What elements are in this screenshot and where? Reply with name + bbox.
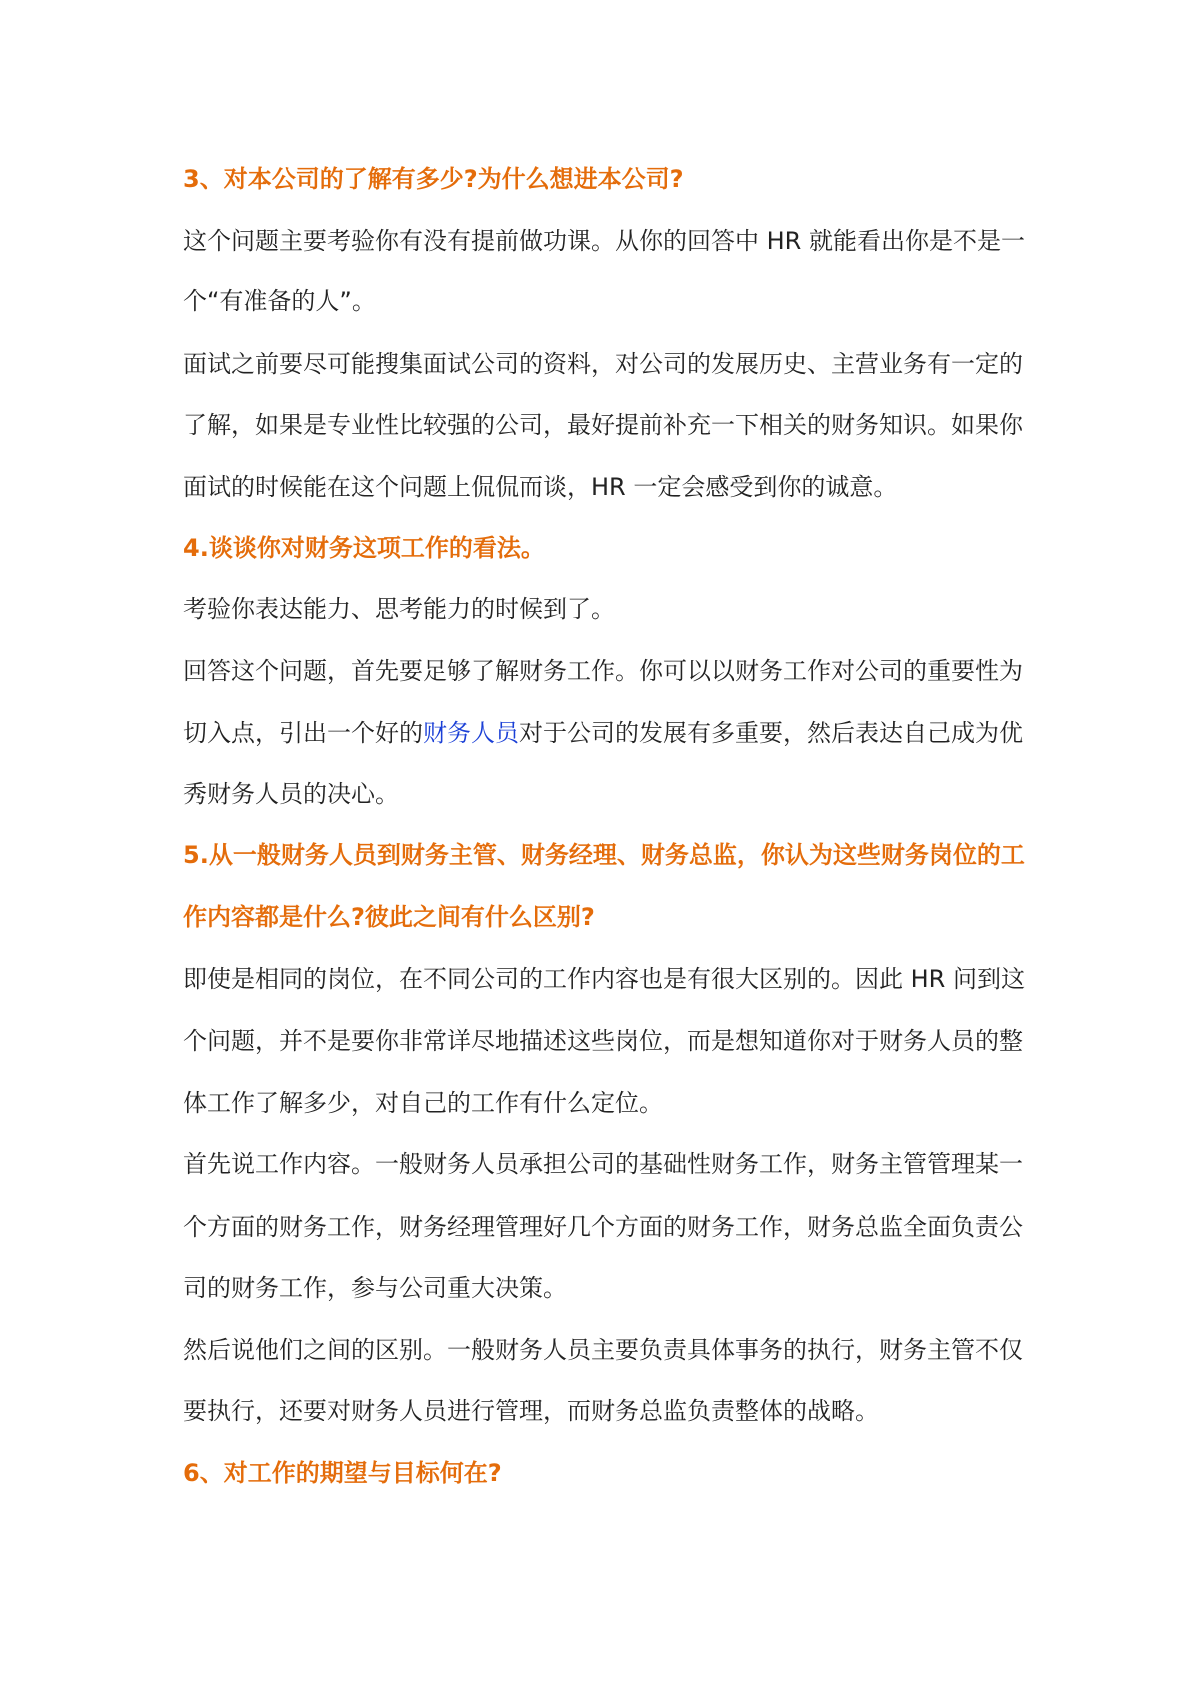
paragraph-line: 这个问题主要考验你有没有提前做功课。从你的回答中 HR 就能看出你是不是一 <box>183 227 1025 255</box>
text-segment: 对于公司的发展有多重要，然后表达自己成为优 <box>519 719 1023 747</box>
heading-question-4: 4.谈谈你对财务这项工作的看法。 <box>183 534 545 562</box>
paragraph-line: 秀财务人员的决心。 <box>183 780 399 808</box>
paragraph-line: 面试之前要尽可能搜集面试公司的资料，对公司的发展历史、主营业务有一定的 <box>183 350 1023 378</box>
heading-question-6: 6、对工作的期望与目标何在? <box>183 1459 502 1487</box>
paragraph-line: 要执行，还要对财务人员进行管理，而财务总监负责整体的战略。 <box>183 1397 879 1425</box>
paragraph-line: 了解，如果是专业性比较强的公司，最好提前补充一下相关的财务知识。如果你 <box>183 411 1023 439</box>
paragraph-line: 个方面的财务工作，财务经理管理好几个方面的财务工作，财务总监全面负责公 <box>183 1213 1023 1241</box>
paragraph-line: 司的财务工作，参与公司重大决策。 <box>183 1274 567 1302</box>
paragraph-line: 面试的时候能在这个问题上侃侃而谈，HR 一定会感受到你的诚意。 <box>183 473 898 501</box>
paragraph-line: 然后说他们之间的区别。一般财务人员主要负责具体事务的执行，财务主管不仅 <box>183 1336 1023 1364</box>
paragraph-line: 考验你表达能力、思考能力的时候到了。 <box>183 595 615 623</box>
text-segment: 切入点，引出一个好的 <box>183 719 423 747</box>
paragraph-line: 首先说工作内容。一般财务人员承担公司的基础性财务工作，财务主管管理某一 <box>183 1150 1023 1178</box>
paragraph-line: 个“有准备的人”。 <box>183 287 376 315</box>
finance-staff-link[interactable]: 财务人员 <box>423 719 519 747</box>
heading-question-3: 3、对本公司的了解有多少?为什么想进本公司? <box>183 165 684 193</box>
paragraph-line: 个问题，并不是要你非常详尽地描述这些岗位，而是想知道你对于财务人员的整 <box>183 1027 1023 1055</box>
heading-question-5-cont: 作内容都是什么?彼此之间有什么区别? <box>183 903 595 931</box>
paragraph-line-with-link <box>183 716 1043 750</box>
paragraph-line: 回答这个问题，首先要足够了解财务工作。你可以以财务工作对公司的重要性为 <box>183 657 1023 685</box>
paragraph-line: 体工作了解多少，对自己的工作有什么定位。 <box>183 1089 663 1117</box>
paragraph-line: 即使是相同的岗位，在不同公司的工作内容也是有很大区别的。因此 HR 问到这 <box>183 965 1025 993</box>
heading-question-5: 5.从一般财务人员到财务主管、财务经理、财务总监，你认为这些财务岗位的工 <box>183 841 1025 869</box>
